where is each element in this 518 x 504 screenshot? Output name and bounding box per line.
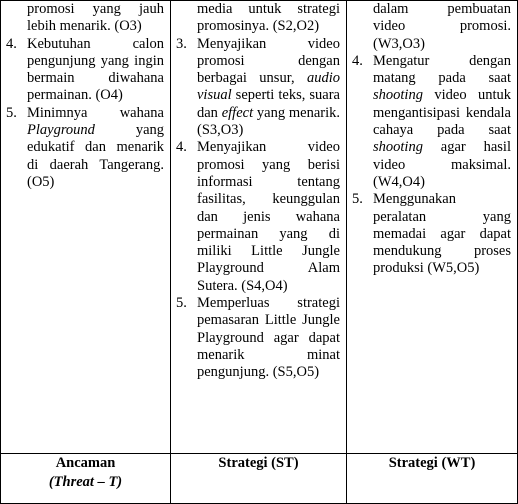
- header-row: [1, 454, 518, 504]
- threat-opportunity-list: [1, 1, 170, 191]
- list-item: 3. Menyajikan video promosi dengan berbagai unsur, audio visual seperti teks, suara dan effect yang menarik. (S3,O3): [176, 35, 340, 139]
- strategy-wo-list: [347, 1, 517, 278]
- threat-label: Ancaman: [55, 455, 116, 471]
- list-item: 4. Menyajikan video promosi yang berisi informasi tentang fasilitas, keunggulan dan jenis wahana permainan yang di miliki Little Jungle Playground Alam Sutera. (S4,O4): [176, 139, 340, 294]
- list-item: 5. Memperluas strategi pemasaran Little Jungle Playground agar dapat menarik minat pengunjung. (S5,O5): [176, 295, 340, 381]
- list-item: 4. Kebutuhan calon pengunjung yang ingin bermain diwahana permainan. (O4): [6, 35, 164, 104]
- threat-opportunity-cell: [1, 1, 171, 454]
- wt-header-cell: [347, 454, 518, 504]
- threat-header-cell: [1, 454, 171, 504]
- list-item: 5. Minimnya wahana Playground yang edukatif dan menarik di daerah Tangerang. (O5): [6, 104, 164, 190]
- list-item-continued: media untuk strategi promosinya. (S2,O2): [197, 1, 340, 35]
- strategy-wo-cell: [347, 1, 518, 454]
- wt-label: Strategi (WT): [388, 455, 476, 471]
- list-item: 5. Menggunakan peralatan yang memadai agar dapat mendukung proses produksi (W5,O5): [352, 191, 511, 277]
- threat-sublabel: (Threat – T): [48, 474, 123, 490]
- list-item-continued: dalam pembuatan video promosi. (W3,O3): [373, 1, 511, 52]
- strategy-so-cell: [171, 1, 347, 454]
- strategy-so-list: [171, 1, 346, 382]
- list-item-continued: promosi yang jauh lebih menarik. (O3): [27, 1, 164, 35]
- st-label: Strategi (ST): [218, 455, 299, 471]
- st-header-cell: [171, 454, 347, 504]
- list-item: 4. Mengatur dengan matang pada saat shooting video untuk mengantisipasi kendala cahaya pada saat shooting agar hasil video maksimal. (W4,O4): [352, 52, 511, 190]
- content-row: [1, 1, 518, 454]
